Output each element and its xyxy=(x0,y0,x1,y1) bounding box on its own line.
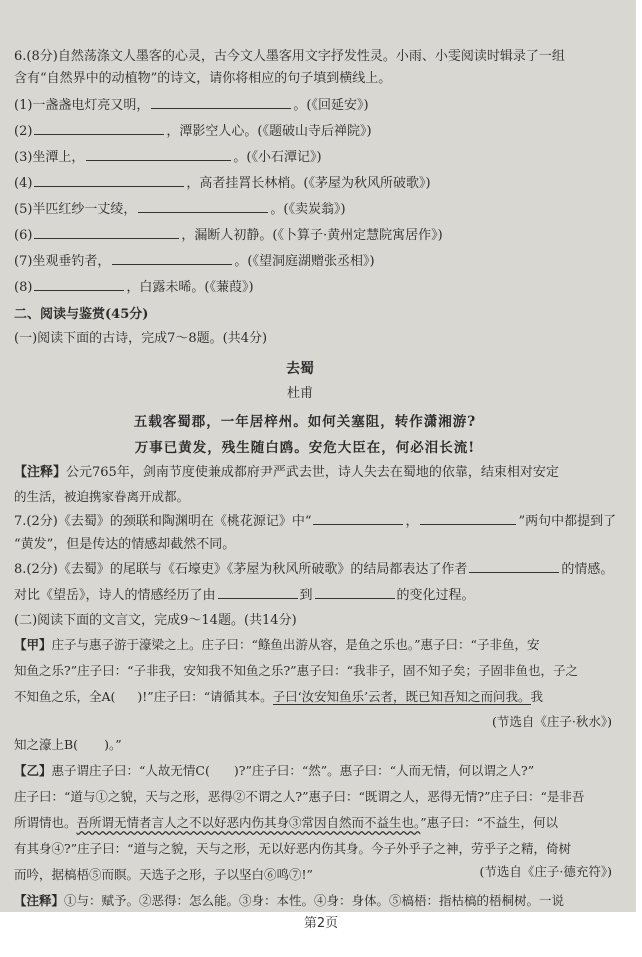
part1-intro: (一)阅读下面的古诗，完成7～8题。(共4分) xyxy=(14,331,268,346)
poem-note-line1: 【注释】公元765年，剑南节度使兼成都府尹严武去世，诗人失去在蜀地的依靠，结束相对安定 xyxy=(14,465,559,480)
answer-blank[interactable] xyxy=(34,174,184,187)
page-number: 第2页 xyxy=(303,916,339,931)
q6-item-8: (8) ，白露未晞。(《蒹葭》) xyxy=(14,280,254,295)
poem-author: 杜甫 xyxy=(286,386,313,401)
answer-blank[interactable] xyxy=(313,512,403,525)
q6-stem-line2: 含有“自然界中的动植物”的诗文，请你将相应的句子填到横线上。 xyxy=(14,71,392,86)
q6-item-3: (3)坐潭上， 。(《小石潭记》) xyxy=(14,150,322,165)
answer-blank[interactable] xyxy=(34,226,179,239)
jia-line3: 不知鱼之乐，全A( )!”庄子曰：“请循其本。子曰‘汝安知鱼乐’云者，既已知吾知之而问我。我 xyxy=(14,689,544,704)
q6-item-1: (1)一盏盏电灯亮又明， 。(《回延安》) xyxy=(14,98,369,113)
yi-line3: 所谓情也。吾所谓无情者言人之不以好恶内伤其身③常因自然而不益生也。”惠子曰：“不益生，何以 xyxy=(14,815,559,830)
note2-line: 【注释】①与：赋予。②恶得：怎么能。③身：本性。④身：身体。⑤槁梧：指枯槁的梧桐树。一说 xyxy=(14,893,565,908)
jia-line2: 知鱼之乐?”庄子曰：“子非我，安知我不知鱼之乐?”惠子曰：“我非子，固不知子矣；子固非鱼也，子之 xyxy=(14,663,578,678)
part2-intro: (二)阅读下面的文言文，完成9～14题。(共14分) xyxy=(14,613,297,628)
q6-item-6: (6) ，漏断人初静。(《卜算子·黄州定慧院寓居作》) xyxy=(14,228,443,243)
answer-blank[interactable] xyxy=(469,560,559,573)
page-footer xyxy=(0,912,642,957)
q6-item-4: (4) ，高者挂罥长林梢。(《茅屋为秋风所破歌》) xyxy=(14,176,431,191)
jia-source: (节选自《庄子·秋水》) xyxy=(492,714,612,729)
q6-item-2: (2) ，潭影空人心。(《题破山寺后禅院》) xyxy=(14,124,372,139)
answer-blank[interactable] xyxy=(86,148,231,161)
yi-line4: 有其身④?”庄子曰：“道与之貌，天与之形，无以好恶内伤其身。今子外乎子之神，劳乎子之精，倚树 xyxy=(14,841,571,856)
q8-line1: 8.(2分)《去蜀》的尾联与《石壕吏》《茅屋为秋风所破歌》的结局都表达了作者 的情感。 xyxy=(14,562,614,577)
answer-blank[interactable] xyxy=(112,252,232,265)
section-heading: 二、阅读与鉴赏(45分) xyxy=(14,307,149,322)
answer-blank[interactable] xyxy=(315,586,395,599)
answer-blank[interactable] xyxy=(218,586,298,599)
q6-stem-line1: 6.(8分)自然荡涤文人墨客的心灵，古今文人墨客用文字抒发性灵。小雨、小雯阅读时辑录了一组 xyxy=(14,49,565,64)
q8-line2: 对比《望岳》，诗人的情感经历了由 到 的变化过程。 xyxy=(14,588,475,603)
answer-blank[interactable] xyxy=(151,96,291,109)
poem-note-line2: 的生活，被迫携家眷离开成都。 xyxy=(14,489,190,504)
jia-line4: 知之濠上B( )。” xyxy=(14,737,122,752)
yi-source: (节选自《庄子·德充符》) xyxy=(479,864,612,879)
answer-blank[interactable] xyxy=(138,200,268,213)
poem-line-1: 五载客蜀郡，一年居梓州。如何关塞阻，转作潇湘游? xyxy=(133,414,477,430)
yi-line5: 而吟，据槁梧⑤而瞑。天选子之形，子以坚白⑥鸣⑦!” xyxy=(14,867,313,882)
q7-line1: 7.(2分)《去蜀》的颈联和陶渊明在《桃花源记》中“ ， ”两句中都提到了 xyxy=(14,514,617,529)
answer-blank[interactable] xyxy=(34,278,124,291)
q6-item-7: (7)坐观垂钓者， 。(《望洞庭湖赠张丞相》) xyxy=(14,254,375,269)
poem-title: 去蜀 xyxy=(286,361,314,377)
jia-line1: 【甲】庄子与惠子游于濠梁之上。庄子曰：“鲦鱼出游从容，是鱼之乐也。”惠子曰：“子非鱼，安 xyxy=(14,637,540,652)
yi-line1: 【乙】惠子谓庄子曰：“人故无情C( )?”庄子曰：“然”。惠子曰：“人而无情，何以谓之人?” xyxy=(14,763,535,778)
yi-line2: 庄子曰：“道与①之貌，天与之形，恶得②不谓之人?”惠子曰：“既谓之人，恶得无情?”庄子曰：“是非吾 xyxy=(14,789,585,804)
q7-line2: “黄发”，但是传达的情感却截然不同。 xyxy=(14,537,236,552)
answer-blank[interactable] xyxy=(34,122,164,135)
poem-line-2: 万事已黄发，残生随白鸥。安危大臣在，何必泪长流! xyxy=(134,440,476,456)
answer-blank[interactable] xyxy=(420,512,516,525)
q6-item-5: (5)半匹红纱一丈绫， 。(《卖炭翁》) xyxy=(14,202,346,217)
